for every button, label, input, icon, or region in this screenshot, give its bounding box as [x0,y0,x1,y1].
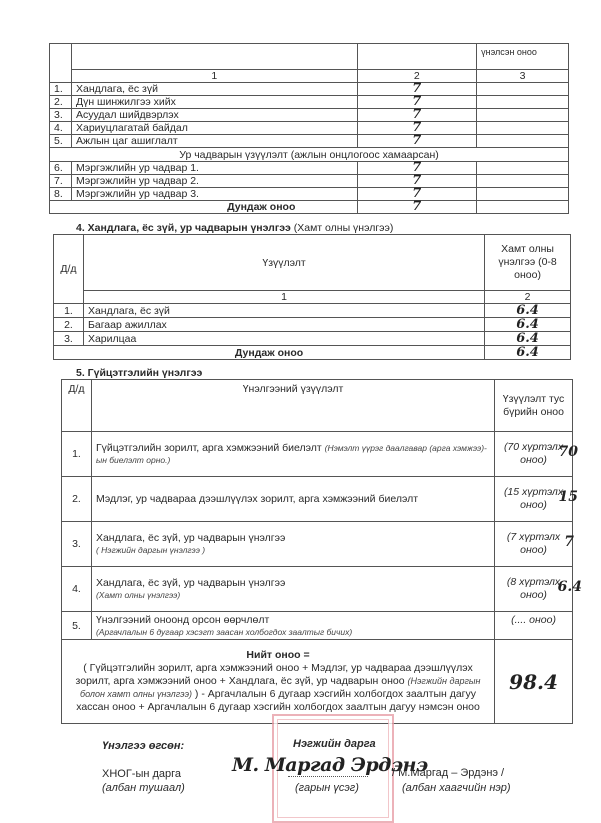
header-score: Үзүүлэлт тус бүрийн оноо [495,380,573,432]
table-row [62,612,573,640]
row-label: Багаар ажиллах [83,318,484,332]
row-number: 1. [62,432,92,477]
row-score: 70 [558,444,578,460]
row-score: 7 [564,534,574,550]
row-content [91,612,494,640]
row-label: Хандлага, ёс зүй, ур чадварын үнэлгээ [95,532,286,544]
row-score: 15 [558,489,578,505]
table-row [62,477,573,522]
table-cell [477,175,569,188]
team-evaluation-table [53,234,571,360]
table-cell [50,44,72,83]
row-score: 7 [357,162,477,175]
table-cell [477,109,569,122]
col-number: 3 [477,70,569,83]
col-number: 2 [485,291,571,304]
table-row [62,522,573,567]
position-value: ХНОГ-ын дарга [102,768,182,780]
table-row [54,318,571,332]
row-label: Ажлын цаг ашиглалт [71,135,357,148]
row-score: 6.4 [485,304,571,318]
row-label: Мэргэжлийн ур чадвар 2. [71,175,357,188]
row-number: 8. [50,188,72,201]
table-cell [477,201,569,214]
table-row [50,188,569,201]
row-max-score [495,477,578,522]
signer-name-caption: (албан хаагчийн нэр) [402,782,511,794]
col-number: 1 [71,70,357,83]
table-row [50,109,569,122]
total-score: 98.4 [495,640,573,724]
col-number: 2 [357,70,477,83]
table-row [62,567,573,612]
row-number: 2. [54,318,84,332]
row-score: 7 [357,83,477,96]
row-label: Хандлага, ёс зүй [71,83,357,96]
total-formula-part1: ( Гүйцэтгэлийн зорилт, арга хэмжээний оноо + Мэдлэг, ур чадвараа дээшлүүлэх зорилт, арга хэмжээний оноо + Хандлага, ёс зүй, ур чадварын оноо [75,662,473,687]
total-title: Нийт оноо = [246,649,310,661]
table-cell [71,44,357,70]
row-content [91,432,494,477]
row-max: (70 хүртэлх оноо) [503,441,564,466]
row-note: (Нэмэлт үүрэг даалгавар (арга хэмжээ)-ын биелэлт орно.) [95,443,487,465]
row-label: Мэргэжлийн ур чадвар 1. [71,162,357,175]
total-formula-part2: ) - Аргачлалын 6 дугаар хэсгийн холбогдох заалтын дагуу хассан оноо + Аргачлалын 6 дугаар хэсгийн холбогдох заалтын дагуу нэмсэн оноо [76,688,480,713]
header-dd: Д/д [54,235,84,304]
row-label: Хариуцлагатай байдал [71,122,357,135]
row-max: (.... оноо) [495,612,573,640]
row-label: Мэдлэг, ур чадвараа дээшлүүлэх зорилт, арга хэмжээний биелэлт [95,493,419,505]
competency-score-table [49,43,569,214]
row-score: 6.4 [485,318,571,332]
row-number: 3. [54,332,84,346]
position-caption: (албан тушаал) [102,782,185,794]
header-evaluated-score: үнэлсэн оноо [477,44,569,70]
row-number: 4. [50,122,72,135]
average-score: 6.4 [485,346,571,360]
section5-title: 5. Гүйцэтгэлийн үнэлгээ [76,367,203,379]
table-row [50,175,569,188]
row-label: Гүйцэтгэлийн зорилт, арга хэмжээний биелэлт [95,442,322,454]
table-cell [477,135,569,148]
header-indicator: Үзүүлэлт [83,235,484,291]
table-row [54,304,571,318]
row-score: 7 [357,175,477,188]
section4-title-text: 4. Хандлага, ёс зүй, ур чадварын үнэлгээ [76,222,291,234]
total-formula-note: (Нэгжийн даргын болон хамт олны үнэлгээ) [80,676,481,699]
row-score: 6.4 [485,332,571,346]
row-content [91,477,494,522]
unit-head-label: Нэгжийн дарга [293,738,376,750]
table-row [62,432,573,477]
row-label: Хандлага, ёс зүй [83,304,484,318]
row-note: (Аргачлалын 6 дугаар хэсэгт заасан холбогдох заалтыг бичих) [95,626,353,637]
signer-name: / М.Маргад – Эрдэнэ / [392,767,505,779]
row-number: 4. [62,567,92,612]
row-max: (7 хүртэлх оноо) [506,531,561,556]
section4-title [76,222,393,234]
table-row [50,135,569,148]
row-note: ( Нэгжийн даргын үнэлгээ ) [95,545,206,555]
average-label: Дундаж оноо [50,201,358,214]
average-score: 7 [357,201,477,214]
row-score: 7 [357,122,477,135]
row-max-score [495,522,573,567]
row-label: Дүн шинжилгээ хийх [71,96,357,109]
performance-evaluation-table [61,379,582,724]
row-number: 5. [62,612,92,640]
row-score: 7 [357,188,477,201]
handwritten-signature: М. Маргад Эрдэнэ [232,754,428,776]
total-formula [62,640,495,724]
row-number: 2. [50,96,72,109]
table-row [50,96,569,109]
row-content [91,522,494,567]
table-row [50,83,569,96]
row-note: (Хамт олны үнэлгээ) [95,590,181,600]
signature-line [288,776,368,777]
table-cell [477,122,569,135]
row-label: Мэргэжлийн ур чадвар 3. [71,188,357,201]
row-label: Хандлага, ёс зүй, ур чадварын үнэлгээ [95,577,286,589]
table-cell [477,162,569,175]
row-number: 6. [50,162,72,175]
row-number: 7. [50,175,72,188]
signature-caption: (гарын үсэг) [295,782,359,794]
table-row [50,162,569,175]
table-row [50,122,569,135]
skills-subheader: Ур чадварын үзүүлэлт (ажлын онцлогоос хамаарсан) [50,148,569,162]
table-cell [477,83,569,96]
row-label: Үнэлгээний оноонд орсон өөрчлөлт [95,613,270,626]
row-score: 7 [357,109,477,122]
header-dd: Д/д [62,380,92,432]
average-label: Дундаж оноо [54,346,485,360]
row-number: 1. [54,304,84,318]
row-label: Харилцаа [83,332,484,346]
row-max: (15 хүртэлх оноо) [503,486,564,511]
row-score: 7 [357,96,477,109]
row-score: 6.4 [557,579,582,595]
table-cell [477,188,569,201]
header-team-score: Хамт олны үнэлгээ (0-8 оноо) [485,235,571,291]
row-content [91,567,494,612]
header-indicator: Үнэлгээний үзүүлэлт [91,380,494,432]
col-number: 1 [83,291,484,304]
row-score: 7 [357,135,477,148]
row-max: (8 хүртэлх оноо) [506,576,561,601]
row-max-score [495,567,582,612]
row-label: Асуудал шийдвэрлэх [71,109,357,122]
given-by-label: Үнэлгээ өгсөн: [102,740,185,752]
row-number: 3. [50,109,72,122]
row-number: 3. [62,522,92,567]
table-cell [477,96,569,109]
section4-title-note: (Хамт олны үнэлгээ) [293,222,394,234]
row-number: 1. [50,83,72,96]
row-number: 2. [62,477,92,522]
table-cell [357,44,477,70]
row-number: 5. [50,135,72,148]
row-max-score [495,432,578,477]
table-row [54,332,571,346]
